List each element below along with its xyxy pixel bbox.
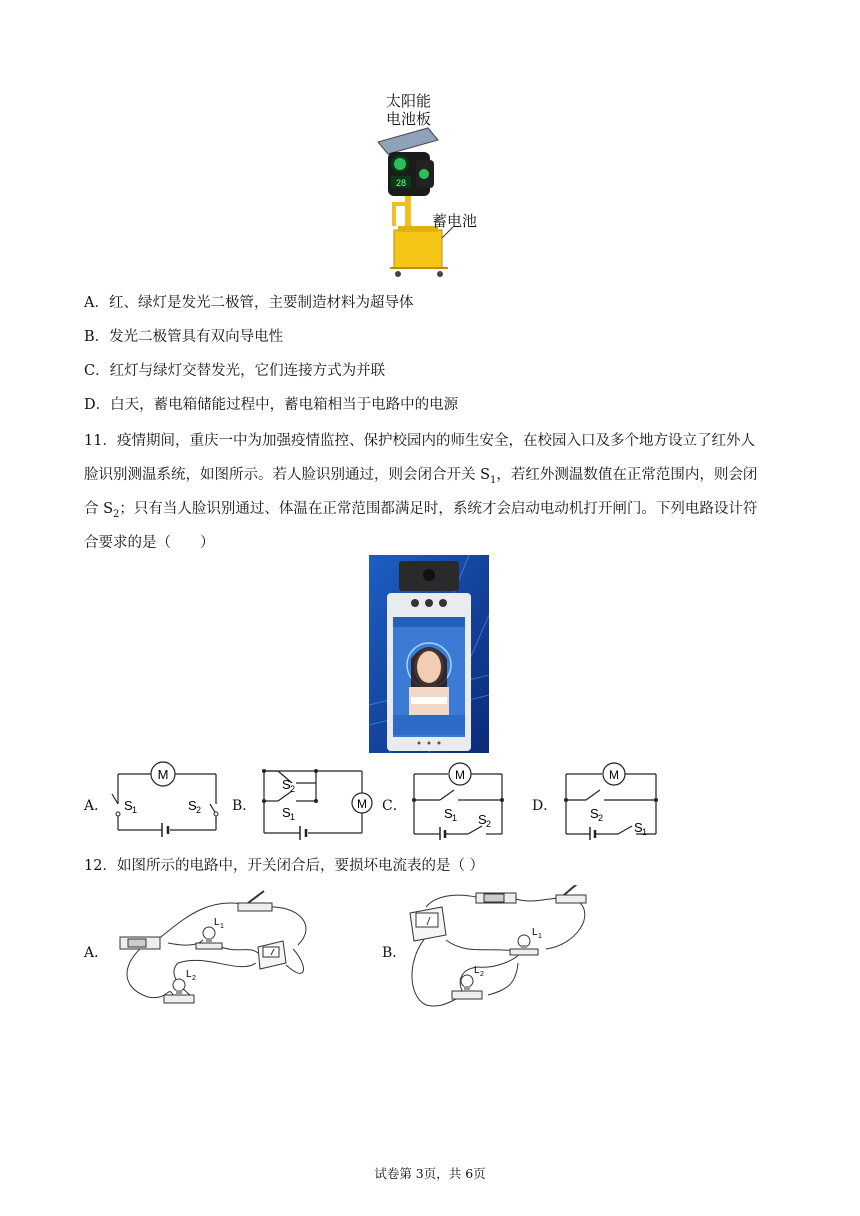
q11-choice-d-label: D． [532,798,558,814]
q10-option-d: D．白天，蓄电箱储能过程中，蓄电箱相当于电路中的电源 [84,397,459,413]
svg-text:M: M [455,768,465,782]
q10-option-a: A．红、绿灯是发光二极管，主要制造材料为超导体 [84,295,414,311]
circuit-b [256,765,376,840]
q11-choice-c-label: C． [382,798,407,814]
solar-panel-label-line1: 太阳能 [386,93,432,110]
countdown-number: 28 [395,178,407,188]
q11-choice-b-label: B． [232,798,257,814]
q12-choice-a-label: A． [84,945,109,961]
q11-choice-a-label: A． [84,798,109,814]
svg-text:S: S [590,806,599,821]
svg-text:S: S [282,777,291,792]
svg-text:2: 2 [598,813,604,823]
traffic-light-figure [368,86,488,281]
svg-text:1: 1 [452,813,458,823]
q10-option-b: B．发光二极管具有双向导电性 [84,329,284,345]
circuit-c [408,760,508,840]
q12-choice-b-label: B． [382,945,407,961]
q12-circuit-b [406,885,596,1010]
svg-text:S: S [478,812,487,827]
q11-stem-line1: 11．疫情期间，重庆一中为加强疫情监控、保护校园内的师生安全，在校园入口及多个地方设立了红外人 [84,433,755,449]
page-footer: 试卷第 3页，共 6页 [374,1166,486,1181]
svg-text:L: L [186,969,192,980]
svg-text:2: 2 [196,805,202,815]
q12-circuit-a [108,885,323,1013]
motor-label: M [157,767,169,782]
svg-text:L: L [474,965,480,976]
svg-text:1: 1 [642,827,648,837]
svg-text:S: S [188,798,197,813]
circuit-d [560,760,660,840]
svg-text:1: 1 [290,812,296,822]
q11-stem-line3: 合 $S_2$；只有当人脸识别通过、体温在正常范围都满足时，系统才会启动电动机打开闸门。下列电路设计符 [84,501,758,520]
q12-stem: 12．如图所示的电路中，开关闭合后，要损坏电流表的是（ ） [84,858,485,874]
svg-text:L: L [532,927,538,938]
svg-text:S: S [124,798,133,813]
svg-text:S: S [634,820,643,835]
svg-text:S: S [444,806,453,821]
circuit-a [108,760,226,842]
svg-text:2: 2 [192,975,196,982]
svg-text:2: 2 [290,784,296,794]
svg-text:1: 1 [220,923,224,930]
traffic-light-drawing [368,126,488,281]
svg-text:M: M [609,768,619,782]
svg-text:1: 1 [538,933,542,940]
face-recognition-device-image [369,555,489,753]
svg-text:2: 2 [486,819,492,829]
battery-label: 蓄电池 [432,213,478,230]
svg-text:S: S [282,805,291,820]
solar-panel-label-line2: 电池板 [386,111,432,128]
q11-stem-line4: 合要求的是（ ） [84,535,215,551]
svg-text:1: 1 [132,805,138,815]
q10-option-c: C．红灯与绿灯交替发光，它们连接方式为并联 [84,363,386,379]
svg-text:M: M [357,797,367,811]
svg-text:2: 2 [480,971,484,978]
q11-stem-line2: 脸识别测温系统，如图所示。若人脸识别通过，则会闭合开关 $S_1$，若红外测温数值在正常范围内，则会闭 [84,467,758,486]
svg-text:L: L [214,917,220,928]
